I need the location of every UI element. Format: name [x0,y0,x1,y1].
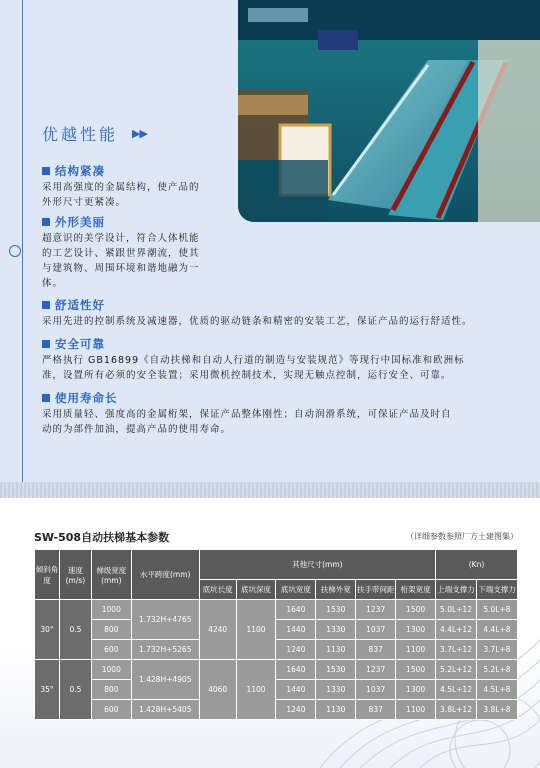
cell: 1440 [276,620,316,640]
cell-width: 600 [91,640,131,660]
cell-pit-depth: 1100 [236,660,276,720]
cell: 1100 [396,640,436,660]
table-row [35,680,518,700]
cell-speed: 0.5 [59,660,91,720]
cell: 1500 [396,600,436,620]
col-header: 扶梯外宽 [316,580,356,600]
feature-line: 的工艺设计、紧跟世界潮流，使其 [42,248,200,259]
cell-pit-depth: 1100 [236,600,276,660]
feature-title: 结构紧凑 [55,164,105,178]
col-header: 其他尺寸(mm) [199,550,435,580]
cell-span: 1.428H+4905 [131,660,199,700]
cell: 1130 [316,700,356,720]
cell: 1640 [276,600,316,620]
cell: 4.4L+12 [436,620,477,640]
feature-line: 采用质量轻、强度高的金属桁架，保证产品整体刚性；自动润滑系统，可保证产品及时自 [42,409,452,420]
cell: 1330 [316,620,356,640]
cell: 1100 [396,700,436,720]
cell: 1240 [276,640,316,660]
feature-comfort [42,297,473,329]
feature-line: 严格执行 GB16899《自动扶梯和自动人行道的制造与安装规范》等现行中国标准和欧洲标 [42,355,465,366]
cell-width: 800 [91,680,131,700]
feature-line: 超意识的美学设计，符合人体机能 [42,233,200,244]
square-bullet-icon [42,301,50,309]
square-bullet-icon [42,394,50,402]
table-title: SW-508自动扶梯基本参数 [34,531,170,544]
cell-angle: 35° [35,660,60,720]
table-row [35,640,518,660]
circle-marker-icon [9,245,21,257]
feature-safety [42,336,465,383]
table-row [35,600,518,620]
cell: 4.4L+8 [477,620,518,640]
cell-span: 1.732H+4765 [131,600,199,640]
col-header: 底坑宽度 [276,580,316,600]
cell-width: 1000 [91,600,131,620]
feature-compact [42,163,200,210]
col-header: 下端支撑力 [477,580,518,600]
table-note: （详细参数参照厂方土建图集） [406,532,518,541]
feature-lifespan [42,390,452,437]
double-arrow-icon: ▶▶ [132,127,147,140]
cell: 1037 [356,680,396,700]
col-header: 速度(m/s) [59,550,91,600]
left-accent-line [0,0,23,482]
feature-title: 使用寿命长 [55,391,118,405]
cell-width: 1000 [91,660,131,680]
feature-line: 采用高强度的金属结构，使产品的 [42,182,200,193]
feature-title: 安全可靠 [55,337,105,351]
col-header: 水平跨度(mm) [131,550,199,600]
square-bullet-icon [42,167,50,175]
divider-band [0,482,540,498]
cell-pit-length: 4240 [199,600,236,660]
cell: 5.0L+8 [477,600,518,620]
cell: 3.8L+12 [436,700,477,720]
cell-pit-length: 4060 [199,660,236,720]
cell: 1240 [276,700,316,720]
feature-line: 准，设置所有必须的安全装置；采用微机控制技术，实现无触点控制，运行安全、可靠。 [42,370,452,381]
feature-appearance [42,214,200,291]
cell: 837 [356,700,396,720]
cell-angle: 30° [35,600,60,660]
col-header: 上端支撑力 [436,580,477,600]
table-row [35,700,518,720]
col-header: 倾斜角度 [35,550,60,600]
feature-line: 动的为部件加油，提高产品的使用寿命。 [42,424,232,435]
cell-span: 1.428H+5405 [131,700,199,720]
feature-title: 外形美丽 [55,215,105,229]
cell: 1640 [276,660,316,680]
features-title-text: 优越性能 [42,125,119,144]
cell: 1440 [276,680,316,700]
square-bullet-icon [42,340,50,348]
feature-line: 采用先进的控制系统及减速器，优质的驱动链条和精密的安装工艺，保证产品的运行舒适性。 [42,316,473,327]
cell: 5.0L+12 [436,600,477,620]
parameters-table [34,549,518,720]
feature-line: 外形尺寸更紧凑。 [42,197,127,208]
cell-span: 1.732H+5265 [131,640,199,660]
col-header: 梯级宽度(mm) [91,550,131,600]
cell: 3.7L+8 [477,640,518,660]
cell: 3.7L+12 [436,640,477,660]
cell: 837 [356,640,396,660]
cell-width: 600 [91,700,131,720]
cell: 4.5L+8 [477,680,518,700]
feature-title: 舒适性好 [55,298,105,312]
escalator-photo [238,0,540,222]
cell: 1237 [356,600,396,620]
feature-line: 与建筑物、周围环境和谐地融为一 [42,263,200,274]
cell: 1330 [316,680,356,700]
col-header: 底坑深度 [236,580,276,600]
cell: 1130 [316,640,356,660]
cell: 3.8L+8 [477,700,518,720]
cell: 1530 [316,660,356,680]
cell: 1300 [396,680,436,700]
col-header: 底坑长度 [199,580,236,600]
table-row [35,660,518,680]
cell-width: 800 [91,620,131,640]
col-header: 扶手带间距 [356,580,396,600]
cell: 1237 [356,660,396,680]
col-header: 桁架宽度 [396,580,436,600]
table-row [35,620,518,640]
cell: 1500 [396,660,436,680]
feature-line: 体。 [42,278,64,289]
cell: 1530 [316,600,356,620]
cell: 5.2L+8 [477,660,518,680]
features-title [42,122,147,145]
square-bullet-icon [42,218,50,226]
cell: 4.5L+12 [436,680,477,700]
cell-speed: 0.5 [59,600,91,660]
cell: 1300 [396,620,436,640]
col-header: (Kn) [436,550,518,580]
cell: 1037 [356,620,396,640]
cell: 5.2L+12 [436,660,477,680]
